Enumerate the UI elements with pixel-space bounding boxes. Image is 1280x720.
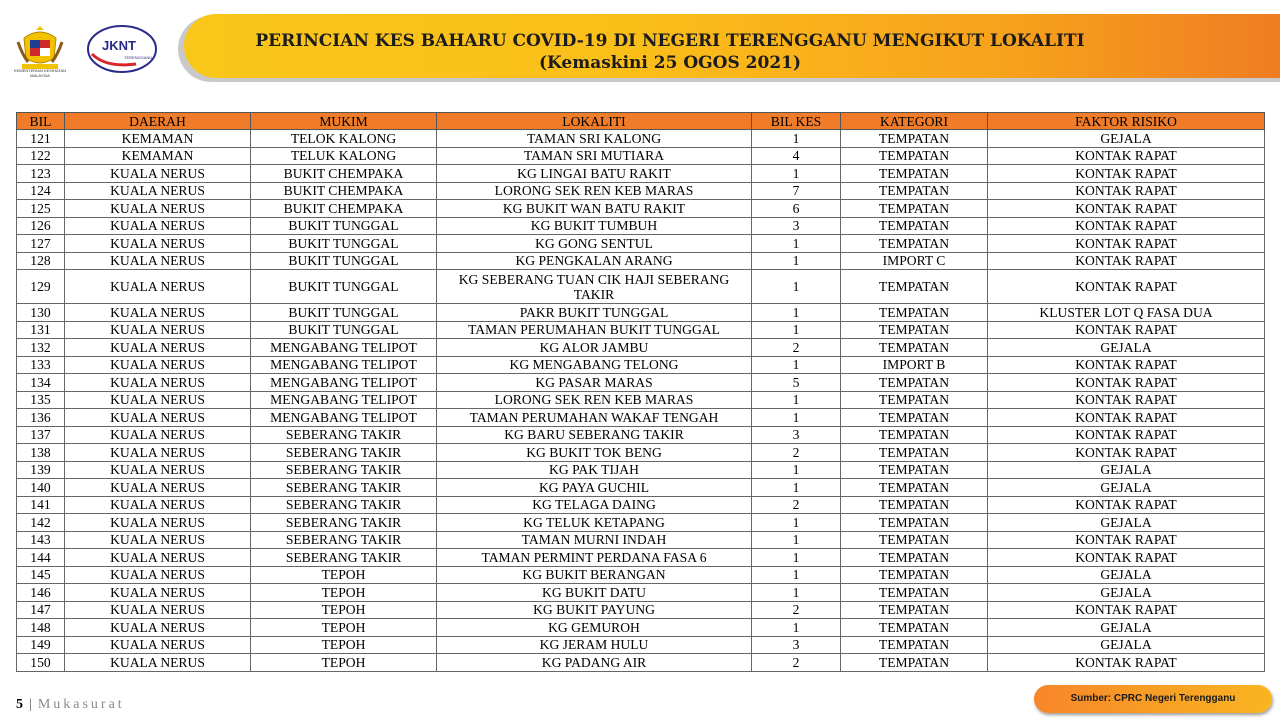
- table-cell: BUKIT TUNGGAL: [251, 304, 437, 322]
- table-row: [17, 461, 1265, 479]
- table-cell: PAKR BUKIT TUNGGAL: [437, 304, 752, 322]
- table-cell: 146: [17, 584, 65, 602]
- table-cell: KUALA NERUS: [65, 444, 251, 462]
- table-cell: IMPORT B: [841, 356, 988, 374]
- column-header: BIL: [17, 113, 65, 130]
- table-cell: 150: [17, 654, 65, 672]
- table-cell: KG PAYA GUCHIL: [437, 479, 752, 497]
- table-cell: KG MENGABANG TELONG: [437, 356, 752, 374]
- table-cell: GEJALA: [988, 514, 1265, 532]
- table-cell: BUKIT CHEMPAKA: [251, 182, 437, 200]
- table-cell: 7: [752, 182, 841, 200]
- table-cell: 1: [752, 304, 841, 322]
- table-cell: KG PADANG AIR: [437, 654, 752, 672]
- table-cell: TEMPATAN: [841, 321, 988, 339]
- table-cell: KEMAMAN: [65, 130, 251, 148]
- table-cell: KUALA NERUS: [65, 321, 251, 339]
- page-title-line1: PERINCIAN KES BAHARU COVID-19 DI NEGERI TERENGGANU MENGIKUT LOKALITI: [255, 31, 1085, 51]
- table-cell: 1: [752, 252, 841, 270]
- table-cell: TEPOH: [251, 636, 437, 654]
- table-row: [17, 217, 1265, 235]
- table-cell: TELOK KALONG: [251, 130, 437, 148]
- table-cell: GEJALA: [988, 619, 1265, 637]
- table-cell: TEMPATAN: [841, 130, 988, 148]
- table-cell: 144: [17, 549, 65, 567]
- table-cell: TEPOH: [251, 601, 437, 619]
- table-row: [17, 514, 1265, 532]
- table-row: [17, 356, 1265, 374]
- table-cell: TAMAN PERUMAHAN WAKAF TENGAH: [437, 409, 752, 427]
- table-cell: TEPOH: [251, 566, 437, 584]
- table-row: [17, 654, 1265, 672]
- table-row: [17, 321, 1265, 339]
- table-cell: 2: [752, 654, 841, 672]
- table-cell: KUALA NERUS: [65, 339, 251, 357]
- table-cell: KUALA NERUS: [65, 356, 251, 374]
- table-cell: KG SEBERANG TUAN CIK HAJI SEBERANG TAKIR: [437, 270, 752, 304]
- table-cell: TEMPATAN: [841, 339, 988, 357]
- table-cell: SEBERANG TAKIR: [251, 426, 437, 444]
- table-cell: KUALA NERUS: [65, 374, 251, 392]
- table-cell: 121: [17, 130, 65, 148]
- logo-group: [12, 22, 162, 82]
- table-cell: KUALA NERUS: [65, 514, 251, 532]
- table-cell: SEBERANG TAKIR: [251, 461, 437, 479]
- table-cell: GEJALA: [988, 130, 1265, 148]
- table-cell: KUALA NERUS: [65, 426, 251, 444]
- table-cell: KONTAK RAPAT: [988, 321, 1265, 339]
- table-cell: SEBERANG TAKIR: [251, 496, 437, 514]
- table-row: [17, 165, 1265, 183]
- table-cell: 149: [17, 636, 65, 654]
- table-row: [17, 479, 1265, 497]
- table-cell: BUKIT TUNGGAL: [251, 235, 437, 253]
- table-cell: BUKIT CHEMPAKA: [251, 200, 437, 218]
- table-cell: KONTAK RAPAT: [988, 182, 1265, 200]
- column-header: LOKALITI: [437, 113, 752, 130]
- table-cell: 1: [752, 321, 841, 339]
- table-row: [17, 270, 1265, 304]
- table-row: [17, 531, 1265, 549]
- table-cell: TEMPATAN: [841, 391, 988, 409]
- table-cell: KG BUKIT TUMBUH: [437, 217, 752, 235]
- table-cell: SEBERANG TAKIR: [251, 514, 437, 532]
- table-cell: KUALA NERUS: [65, 409, 251, 427]
- table-cell: KG BUKIT PAYUNG: [437, 601, 752, 619]
- table-cell: KEMAMAN: [65, 147, 251, 165]
- table-row: [17, 235, 1265, 253]
- table-cell: KONTAK RAPAT: [988, 252, 1265, 270]
- table-cell: TEMPATAN: [841, 182, 988, 200]
- source-badge: [1034, 685, 1272, 713]
- table-cell: KG TELUK KETAPANG: [437, 514, 752, 532]
- table-cell: KONTAK RAPAT: [988, 409, 1265, 427]
- table-cell: TEMPATAN: [841, 566, 988, 584]
- table-cell: SEBERANG TAKIR: [251, 444, 437, 462]
- table-cell: KONTAK RAPAT: [988, 147, 1265, 165]
- table-row: [17, 619, 1265, 637]
- column-header: BIL KES: [752, 113, 841, 130]
- table-row: [17, 584, 1265, 602]
- table-cell: 6: [752, 200, 841, 218]
- table-cell: TEMPATAN: [841, 654, 988, 672]
- table-cell: 131: [17, 321, 65, 339]
- table-cell: TEMPATAN: [841, 374, 988, 392]
- table-cell: KONTAK RAPAT: [988, 391, 1265, 409]
- table-cell: 127: [17, 235, 65, 253]
- table-cell: 4: [752, 147, 841, 165]
- table-cell: KONTAK RAPAT: [988, 549, 1265, 567]
- table-row: [17, 252, 1265, 270]
- table-cell: TEMPATAN: [841, 217, 988, 235]
- table-cell: KONTAK RAPAT: [988, 356, 1265, 374]
- table-row: [17, 496, 1265, 514]
- table-cell: KG BUKIT BERANGAN: [437, 566, 752, 584]
- table-cell: TEMPATAN: [841, 479, 988, 497]
- table-cell: 1: [752, 391, 841, 409]
- table-cell: KUALA NERUS: [65, 200, 251, 218]
- table-cell: TAMAN SRI MUTIARA: [437, 147, 752, 165]
- table-cell: BUKIT CHEMPAKA: [251, 165, 437, 183]
- table-cell: TAMAN SRI KALONG: [437, 130, 752, 148]
- table-cell: 140: [17, 479, 65, 497]
- table-cell: KONTAK RAPAT: [988, 235, 1265, 253]
- table-cell: 1: [752, 235, 841, 253]
- table-cell: TEMPATAN: [841, 270, 988, 304]
- table-cell: 135: [17, 391, 65, 409]
- table-cell: KUALA NERUS: [65, 496, 251, 514]
- column-header: FAKTOR RISIKO: [988, 113, 1265, 130]
- table-cell: MENGABANG TELIPOT: [251, 391, 437, 409]
- table-cell: KONTAK RAPAT: [988, 444, 1265, 462]
- table-cell: KUALA NERUS: [65, 566, 251, 584]
- table-cell: 1: [752, 130, 841, 148]
- table-cell: KONTAK RAPAT: [988, 654, 1265, 672]
- table-cell: 1: [752, 356, 841, 374]
- table-cell: KUALA NERUS: [65, 549, 251, 567]
- table-cell: KUALA NERUS: [65, 584, 251, 602]
- table-cell: KG LINGAI BATU RAKIT: [437, 165, 752, 183]
- table-cell: 147: [17, 601, 65, 619]
- table-cell: KONTAK RAPAT: [988, 165, 1265, 183]
- table-cell: 133: [17, 356, 65, 374]
- table-cell: TEMPATAN: [841, 409, 988, 427]
- table-row: [17, 147, 1265, 165]
- table-cell: TEMPATAN: [841, 584, 988, 602]
- table-row: [17, 200, 1265, 218]
- column-header: MUKIM: [251, 113, 437, 130]
- table-cell: TEMPATAN: [841, 636, 988, 654]
- jknt-logo-letters: JKNT: [102, 38, 136, 53]
- table-cell: LORONG SEK REN KEB MARAS: [437, 182, 752, 200]
- table-row: [17, 636, 1265, 654]
- table-cell: TAMAN MURNI INDAH: [437, 531, 752, 549]
- table-cell: SEBERANG TAKIR: [251, 531, 437, 549]
- page-label: Mukasurat: [37, 697, 125, 712]
- table-cell: MENGABANG TELIPOT: [251, 374, 437, 392]
- table-cell: TEMPATAN: [841, 235, 988, 253]
- column-header: KATEGORI: [841, 113, 988, 130]
- table-cell: KUALA NERUS: [65, 165, 251, 183]
- cases-table: [16, 112, 1265, 672]
- table-cell: KUALA NERUS: [65, 636, 251, 654]
- table-cell: KONTAK RAPAT: [988, 374, 1265, 392]
- table-cell: 3: [752, 636, 841, 654]
- table-row: [17, 391, 1265, 409]
- table-cell: BUKIT TUNGGAL: [251, 217, 437, 235]
- table-cell: TEMPATAN: [841, 531, 988, 549]
- table-row: [17, 304, 1265, 322]
- table-cell: 1: [752, 584, 841, 602]
- table-cell: 132: [17, 339, 65, 357]
- table-cell: TEMPATAN: [841, 549, 988, 567]
- table-cell: 2: [752, 339, 841, 357]
- table-cell: 1: [752, 549, 841, 567]
- table-cell: GEJALA: [988, 461, 1265, 479]
- table-cell: 2: [752, 496, 841, 514]
- table-cell: 123: [17, 165, 65, 183]
- table-row: [17, 339, 1265, 357]
- table-cell: BUKIT TUNGGAL: [251, 321, 437, 339]
- table-cell: TAMAN PERUMAHAN BUKIT TUNGGAL: [437, 321, 752, 339]
- table-row: [17, 549, 1265, 567]
- table-cell: KONTAK RAPAT: [988, 601, 1265, 619]
- table-cell: IMPORT C: [841, 252, 988, 270]
- table-cell: TEMPATAN: [841, 426, 988, 444]
- table-cell: KLUSTER LOT Q FASA DUA: [988, 304, 1265, 322]
- table-cell: TEPOH: [251, 654, 437, 672]
- table-cell: 1: [752, 566, 841, 584]
- table-cell: TEMPATAN: [841, 514, 988, 532]
- table-cell: KUALA NERUS: [65, 654, 251, 672]
- table-cell: MENGABANG TELIPOT: [251, 339, 437, 357]
- table-cell: KUALA NERUS: [65, 531, 251, 549]
- table-row: [17, 374, 1265, 392]
- table-cell: GEJALA: [988, 566, 1265, 584]
- table-cell: KUALA NERUS: [65, 304, 251, 322]
- ministry-caption: KEMENTERIAN KESIHATAN MALAYSIA: [13, 68, 67, 78]
- table-row: [17, 426, 1265, 444]
- table-cell: 3: [752, 426, 841, 444]
- page-footer: [16, 697, 125, 713]
- table-cell: MENGABANG TELIPOT: [251, 409, 437, 427]
- table-cell: 1: [752, 479, 841, 497]
- table-cell: 5: [752, 374, 841, 392]
- table-cell: SEBERANG TAKIR: [251, 479, 437, 497]
- table-cell: GEJALA: [988, 584, 1265, 602]
- table-cell: TEMPATAN: [841, 147, 988, 165]
- table-cell: TEPOH: [251, 619, 437, 637]
- table-cell: KG JERAM HULU: [437, 636, 752, 654]
- table-cell: 3: [752, 217, 841, 235]
- table-body: [17, 130, 1265, 672]
- table-row: [17, 409, 1265, 427]
- table-cell: TEMPATAN: [841, 601, 988, 619]
- table-cell: KONTAK RAPAT: [988, 270, 1265, 304]
- table-cell: KUALA NERUS: [65, 601, 251, 619]
- table-cell: TEMPATAN: [841, 619, 988, 637]
- table-cell: KG ALOR JAMBU: [437, 339, 752, 357]
- table-cell: KG PAK TIJAH: [437, 461, 752, 479]
- table-cell: 130: [17, 304, 65, 322]
- table-cell: 138: [17, 444, 65, 462]
- table-cell: BUKIT TUNGGAL: [251, 252, 437, 270]
- table-cell: GEJALA: [988, 339, 1265, 357]
- table-cell: KG BARU SEBERANG TAKIR: [437, 426, 752, 444]
- table-cell: KUALA NERUS: [65, 182, 251, 200]
- table-cell: KONTAK RAPAT: [988, 217, 1265, 235]
- table-cell: KG BUKIT DATU: [437, 584, 752, 602]
- table-cell: BUKIT TUNGGAL: [251, 270, 437, 304]
- table-cell: 128: [17, 252, 65, 270]
- table-cell: TELUK KALONG: [251, 147, 437, 165]
- table-cell: KUALA NERUS: [65, 217, 251, 235]
- table-cell: 1: [752, 409, 841, 427]
- table-cell: GEJALA: [988, 479, 1265, 497]
- table-cell: 2: [752, 444, 841, 462]
- table-cell: TEMPATAN: [841, 165, 988, 183]
- table-cell: MENGABANG TELIPOT: [251, 356, 437, 374]
- table-cell: KG GONG SENTUL: [437, 235, 752, 253]
- table-cell: KG PENGKALAN ARANG: [437, 252, 752, 270]
- table-cell: 124: [17, 182, 65, 200]
- table-cell: TEMPATAN: [841, 304, 988, 322]
- table-header-row: [17, 113, 1265, 130]
- table-cell: GEJALA: [988, 636, 1265, 654]
- table-row: [17, 601, 1265, 619]
- table-row: [17, 444, 1265, 462]
- table-row: [17, 566, 1265, 584]
- table-cell: 1: [752, 270, 841, 304]
- table-cell: TEMPATAN: [841, 200, 988, 218]
- table-cell: TEMPATAN: [841, 461, 988, 479]
- table-cell: KUALA NERUS: [65, 270, 251, 304]
- table-cell: 1: [752, 619, 841, 637]
- table-cell: 139: [17, 461, 65, 479]
- table-cell: KG BUKIT TOK BENG: [437, 444, 752, 462]
- page-subtitle: (Kemaskini 25 OGOS 2021): [538, 53, 802, 73]
- table-cell: 2: [752, 601, 841, 619]
- table-cell: KG BUKIT WAN BATU RAKIT: [437, 200, 752, 218]
- table-cell: TEPOH: [251, 584, 437, 602]
- table-row: [17, 182, 1265, 200]
- table-cell: KONTAK RAPAT: [988, 496, 1265, 514]
- table-cell: TAMAN PERMINT PERDANA FASA 6: [437, 549, 752, 567]
- table-cell: KG GEMUROH: [437, 619, 752, 637]
- table-cell: KG PASAR MARAS: [437, 374, 752, 392]
- table-cell: LORONG SEK REN KEB MARAS: [437, 391, 752, 409]
- table-cell: 1: [752, 514, 841, 532]
- table-cell: KG TELAGA DAING: [437, 496, 752, 514]
- table-cell: KUALA NERUS: [65, 252, 251, 270]
- table-cell: 129: [17, 270, 65, 304]
- jknt-logo: [86, 24, 158, 74]
- table-cell: 143: [17, 531, 65, 549]
- table-cell: 145: [17, 566, 65, 584]
- page-title: [184, 30, 1156, 74]
- table-cell: 148: [17, 619, 65, 637]
- table-cell: KONTAK RAPAT: [988, 531, 1265, 549]
- source-text: Sumber: CPRC Negeri Terengganu: [1070, 693, 1236, 704]
- footer-separator: |: [29, 697, 32, 712]
- table-cell: 137: [17, 426, 65, 444]
- table-cell: KUALA NERUS: [65, 461, 251, 479]
- table-cell: KUALA NERUS: [65, 391, 251, 409]
- table-cell: KUALA NERUS: [65, 235, 251, 253]
- table-cell: 1: [752, 461, 841, 479]
- table-row: [17, 130, 1265, 148]
- table-cell: 141: [17, 496, 65, 514]
- page-number: 5: [16, 697, 23, 712]
- table-cell: TEMPATAN: [841, 496, 988, 514]
- table-cell: 125: [17, 200, 65, 218]
- table-cell: TEMPATAN: [841, 444, 988, 462]
- table-cell: KUALA NERUS: [65, 619, 251, 637]
- column-header: DAERAH: [65, 113, 251, 130]
- jknt-logo-caption: TERENGGANU: [124, 55, 153, 60]
- table-cell: 1: [752, 165, 841, 183]
- table-cell: 136: [17, 409, 65, 427]
- table-cell: 1: [752, 531, 841, 549]
- table-cell: SEBERANG TAKIR: [251, 549, 437, 567]
- table-cell: KONTAK RAPAT: [988, 200, 1265, 218]
- table-cell: 126: [17, 217, 65, 235]
- table-cell: KONTAK RAPAT: [988, 426, 1265, 444]
- table-cell: 142: [17, 514, 65, 532]
- table-cell: KUALA NERUS: [65, 479, 251, 497]
- table-cell: 134: [17, 374, 65, 392]
- table-cell: 122: [17, 147, 65, 165]
